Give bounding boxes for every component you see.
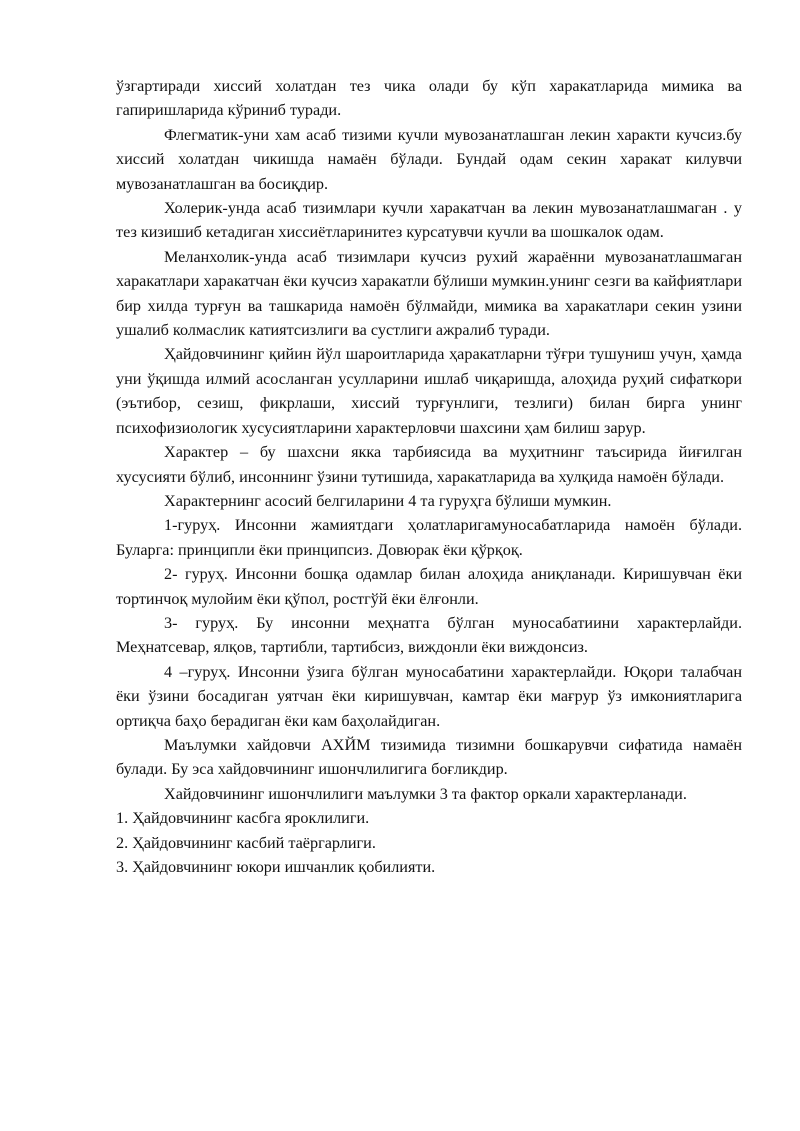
paragraph-group-1: 1-гуруҳ. Инсонни жамиятдаги ҳолатларигамуносабатларида намоён бўлади. Буларга: принципли ёки принципсиз. Довюрак ёки қўрқоқ. (116, 516, 742, 559)
paragraph-group-3: 3- гуруҳ. Бу инсонни меҳнатга бўлган муносабатиини характерлайди. Меҳнатсевар, ялқов, тартибли, тартибсиз, виждонли ёки виждонсиз. (116, 613, 742, 657)
paragraph-character-groups: Характернинг асосий белгиларини 4 та гуруҳга бўлиши мумкин. (164, 491, 612, 510)
paragraph-character-definition: Характер – бу шахсни якка тарбиясида ва муҳитнинг таъсирида йиғилган хусусияти бўлиб, инсоннинг ўзини тутишида, харакатларида ва хулқида намоён бўлади. (116, 443, 742, 486)
paragraph-continuation: ўзгартиради хиссий холатдан тез чика олади бу кўп харакатларида мимика ва гапиришларида кўриниб туради. (116, 77, 742, 120)
paragraph-melancholic: Меланхолик-унда асаб тизимлари кучсиз рухий жараённи мувозанатлашмаган харакатлари харакатчан ёки кучсиз харакатли бўлиши мумкин.унинг сезги ва кайфиятлари бир хилда турғун ва ташкарида намоён бўлмайди, мимика ва харакатлари секин узини ушалиб колмаслик катиятсизлиги ва сустлиги ажралиб туради. (116, 247, 742, 340)
list-item-training: 2. Ҳайдовчининг касбий таёргарлиги. (116, 833, 376, 852)
paragraph-driver-system: Маълумки хайдовчи АХЙМ тизимида тизимни бошкарувчи сифатида намаён булади. Бу эса хайдовчининг ишончлилигига боғликдир. (116, 735, 742, 779)
paragraph-driver-reliability: Хайдовчининг ишончлилиги маълумки 3 та фактор оркали характерланади. (164, 784, 687, 803)
paragraph-group-4: 4 –гуруҳ. Инсонни ўзига бўлган муносабатини характерлайди. Юқори талабчан ёки ўзини босадиган уятчан ёки киришувчан, камтар ёки мағрур ўз имкониятларига ортиқча баҳо берадиган ёки кам баҳолайдиган. (116, 662, 742, 730)
paragraph-choleric: Холерик-унда асаб тизимлари кучли харакатчан ва лекин мувозанатлашмаган . у тез кизишиб кетадиган хиссиётларинитез курсатувчи кучли ва шошкалок одам. (116, 199, 742, 242)
list-item-capacity: 3. Ҳайдовчининг юкори ишчанлик қобилияти. (116, 858, 436, 876)
paragraph-group-2: 2- гуруҳ. Инсонни бошқа одамлар билан алоҳида аниқланади. Киришувчан ёки тортинчоқ мулойим ёки қўпол, ростгўй ёки ёлғонли. (116, 565, 742, 608)
paragraph-phlegmatic: Флегматик-уни хам асаб тизими кучли мувозанатлашган лекин характи кучсиз.бу хиссий холатдан чикишда намаён бўлади. Бундай одам секин харакат килувчи мувозанатлашган ва босиқдир. (116, 125, 742, 193)
document-page (116, 74, 742, 879)
paragraph-driver-psychology: Ҳайдовчининг қийин йўл шароитларида ҳаракатларни тўғри тушуниш учун, ҳамда уни ўқишда илмий асосланган усулларини ишлаб чиқаришда, алоҳида руҳий сифаткори (эътибор, сезиш, фикрлаши, хиссий турғунлиги, тезлиги) билан бирга унинг психофизиологик хусусиятларини характерловчи шахсини ҳам билиш зарур. (116, 345, 742, 437)
list-item-fitness: 1. Ҳайдовчининг касбга яроклилиги. (116, 809, 370, 828)
